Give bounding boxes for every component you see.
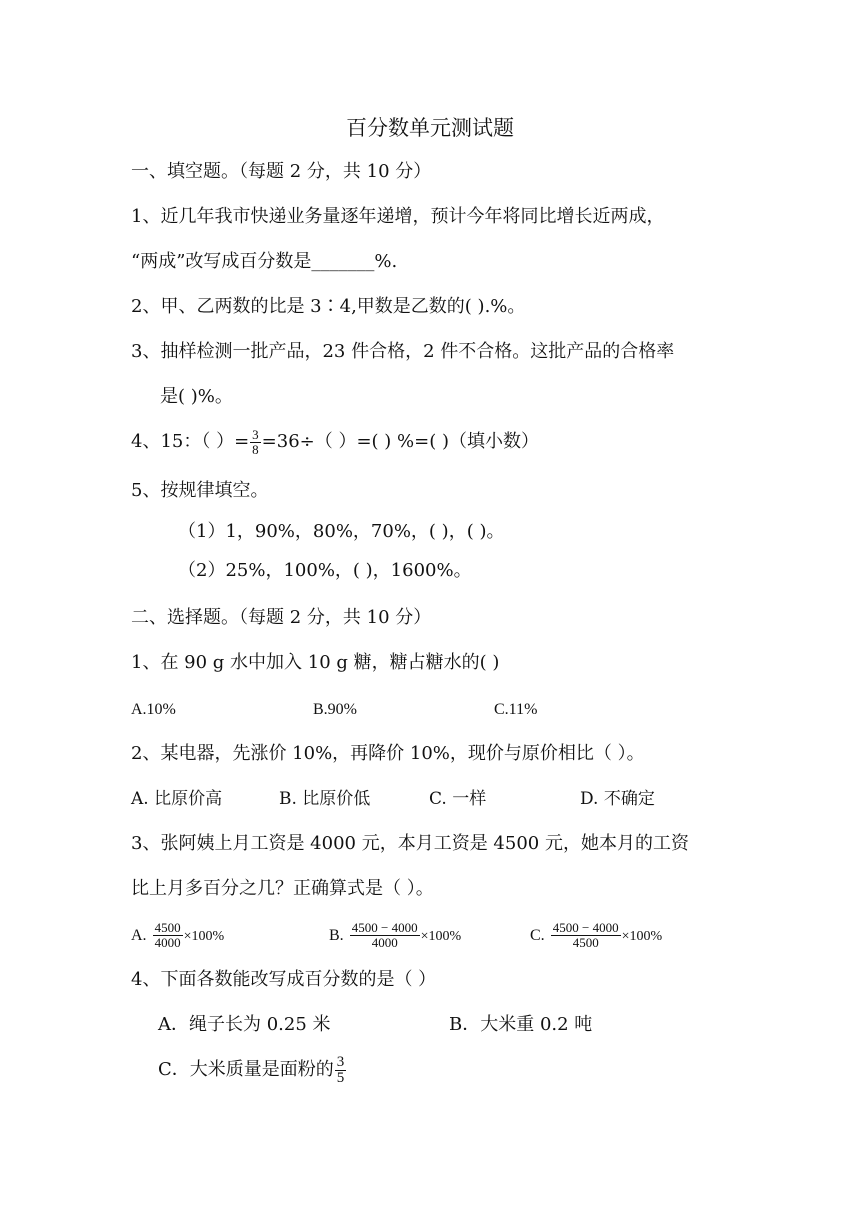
section-1-header: 一、填空题。（每题 2 分，共 10 分） (131, 161, 432, 182)
s2-q1-option-a: A.10% (131, 701, 176, 718)
s2-question-3-line-2: 比上月多百分之几？正确算式是（ ）。 (131, 878, 434, 899)
s2-q2-option-c: C. 一样 (429, 789, 487, 809)
s2-q4-c-numerator: 3 (336, 1053, 345, 1070)
s1-q4-suffix: =36÷（ ）=( ) %=( )（填小数） (261, 431, 539, 452)
s1-question-1-line-2: “两成”改写成百分数是_______%. (131, 251, 398, 272)
s2-q3-b-numerator: 4500 − 4000 (351, 920, 418, 935)
s1-question-3-line-1: 3、抽样检测一批产品，23 件合格，2 件不合格。这批产品的合格率 (131, 341, 675, 362)
s1-question-4 (131, 426, 539, 458)
page-title: 百分数单元测试题 (346, 116, 514, 140)
s1-question-5: 5、按规律填空。 (131, 480, 269, 501)
s2-q3-option-c (530, 917, 662, 955)
s2-q3-option-a-label: A. (131, 927, 147, 944)
s2-q3-option-c-fraction (551, 921, 621, 950)
s2-q4-c-fraction (335, 1055, 347, 1086)
s1-q4-fraction-denominator: 8 (252, 441, 259, 457)
s2-q3-c-tail: ×100% (621, 929, 663, 944)
s1-question-3-line-2: 是( )%。 (160, 386, 233, 407)
s2-q4-option-a: A．绳子长为 0.25 米 (158, 1014, 331, 1035)
s2-question-4: 4、下面各数能改写成百分数的是（ ） (131, 969, 437, 990)
s2-q3-c-denominator: 4500 (572, 935, 599, 950)
s1-q4-fraction-numerator: 3 (252, 426, 259, 442)
s2-q3-option-b (329, 917, 461, 955)
s2-q3-c-numerator: 4500 − 4000 (552, 920, 619, 935)
s2-q4-c-text: C．大米质量是面粉的 (158, 1059, 334, 1080)
s2-q1-option-c: C.11% (494, 701, 538, 718)
s2-q4-c-denominator: 5 (336, 1069, 345, 1086)
s1-q4-prefix: 4、15：（ ）= (131, 431, 250, 452)
s2-q3-a-numerator: 4500 (154, 920, 181, 935)
s2-question-2: 2、某电器，先涨价 10%，再降价 10%，现价与原价相比（ ）。 (131, 743, 645, 764)
s1-question-5-part-2: （2）25%，100%，( )，1600%。 (178, 560, 472, 581)
s2-q3-option-b-fraction (350, 921, 420, 950)
s1-question-1-line-1: 1、近几年我市快递业务量逐年递增，预计今年将同比增长近两成， (131, 206, 665, 227)
s2-q3-option-a-fraction (153, 921, 183, 950)
s2-q3-b-denominator: 4000 (371, 935, 398, 950)
s2-q4-option-b: B．大米重 0.2 吨 (449, 1014, 593, 1035)
s1-q4-fraction (250, 428, 261, 457)
s1-question-2: 2、甲、乙两数的比是 3∶4,甲数是乙数的( ).%。 (131, 296, 526, 317)
s2-q3-option-a (131, 917, 224, 955)
s2-q3-b-tail: ×100% (420, 929, 462, 944)
s2-q3-option-b-label: B. (329, 927, 344, 944)
s2-q3-a-denominator: 4000 (154, 935, 181, 950)
s2-q2-option-d: D. 不确定 (580, 789, 655, 809)
s2-q3-a-tail: ×100% (183, 929, 225, 944)
s1-question-5-part-1: （1）1，90%，80%，70%，( )，( )。 (178, 521, 505, 542)
s2-q3-option-c-label: C. (530, 927, 545, 944)
section-2-header: 二、选择题。（每题 2 分，共 10 分） (131, 607, 432, 628)
s2-q1-option-b: B.90% (313, 701, 357, 718)
s2-question-1: 1、在 90 g 水中加入 10 g 糖，糖占糖水的( ) (131, 652, 500, 673)
s2-question-3-line-1: 3、张阿姨上月工资是 4000 元，本月工资是 4500 元，她本月的工资 (131, 833, 689, 854)
s2-q2-option-b: B. 比原价低 (279, 789, 371, 809)
s2-q4-option-c (158, 1052, 347, 1088)
s2-q2-option-a: A. 比原价高 (131, 789, 223, 809)
